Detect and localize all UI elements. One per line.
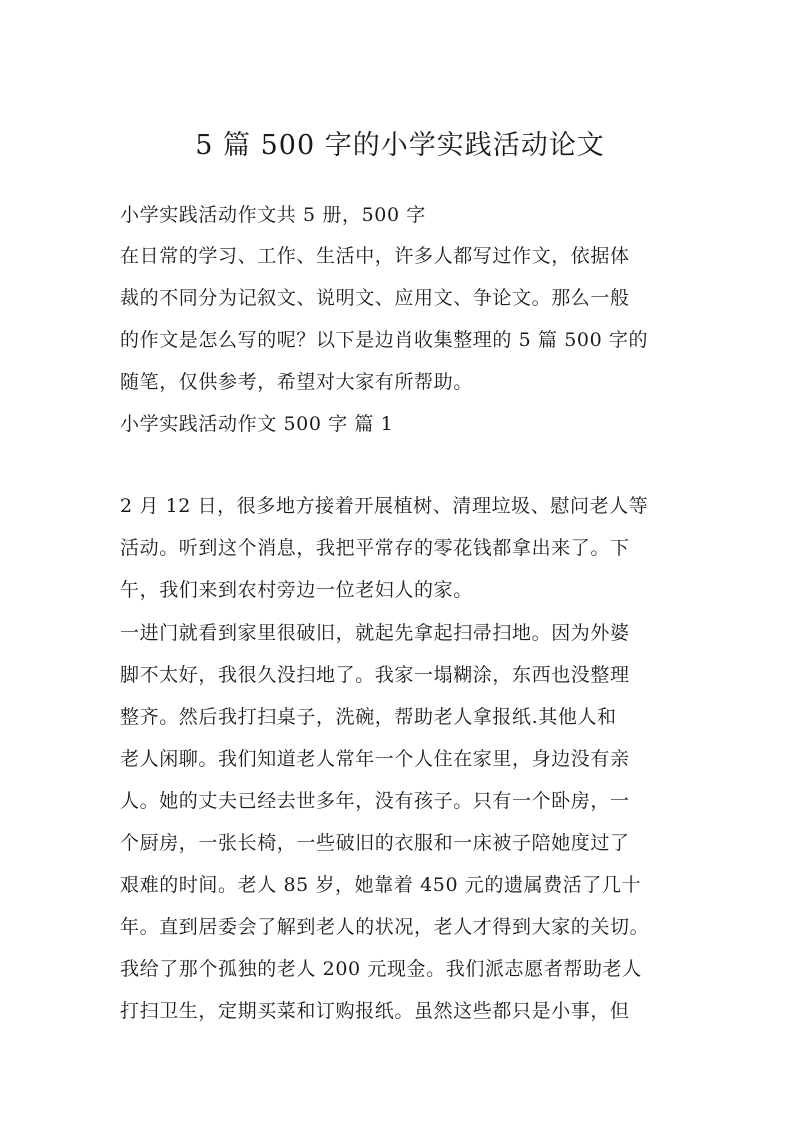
paragraph-line: 艰难的时间。老人 85 岁，她靠着 450 元的遗属费活了几十: [120, 874, 642, 896]
paragraph-line: 午，我们来到农村旁边一位老妇人的家。: [120, 579, 473, 601]
paragraph-line: 脚不太好，我很久没扫地了。我家一塌糊涂，东西也没整理: [120, 664, 630, 686]
paragraph-line: 整齐。然后我打扫桌子，洗碗，帮助老人拿报纸.其他人和: [120, 706, 617, 728]
intro-line: 的作文是怎么写的呢？以下是边肖收集整理的 5 篇 500 字的: [120, 329, 649, 351]
paragraph-line: 年。直到居委会了解到老人的状况，老人才得到大家的关切。: [120, 916, 650, 938]
paragraph-line: 个厨房，一张长椅，一些破旧的衣服和一床被子陪她度过了: [120, 832, 630, 854]
document-title: 5 篇 500 字的小学实践活动论文: [195, 130, 605, 161]
intro-line: 随笔，仅供参考，希望对大家有所帮助。: [120, 371, 473, 393]
paragraph-line: 打扫卫生，定期买菜和订购报纸。虽然这些都只是小事，但: [120, 1000, 630, 1022]
paragraph-line: 我给了那个孤独的老人 200 元现金。我们派志愿者帮助老人: [120, 958, 642, 980]
paragraph-line: 活动。听到这个消息，我把平常存的零花钱都拿出来了。下: [120, 537, 630, 559]
intro-line: 裁的不同分为记叙文、说明文、应用文、争论文。那么一般: [120, 287, 630, 309]
document-subtitle: 小学实践活动作文共 5 册，500 字: [120, 204, 426, 226]
paragraph-line: 人。她的丈夫已经去世多年，没有孩子。只有一个卧房，一: [120, 790, 630, 812]
section-heading: 小学实践活动作文 500 字 篇 1: [120, 413, 394, 435]
intro-line: 在日常的学习、工作、生活中，许多人都写过作文，依据体: [120, 245, 630, 267]
paragraph-line: 2 月 12 日，很多地方接着开展植树、清理垃圾、慰问老人等: [120, 495, 649, 517]
paragraph-line: 一进门就看到家里很破旧，就起先拿起扫帚扫地。因为外婆: [120, 622, 630, 644]
paragraph-line: 老人闲聊。我们知道老人常年一个人住在家里，身边没有亲: [120, 748, 630, 770]
